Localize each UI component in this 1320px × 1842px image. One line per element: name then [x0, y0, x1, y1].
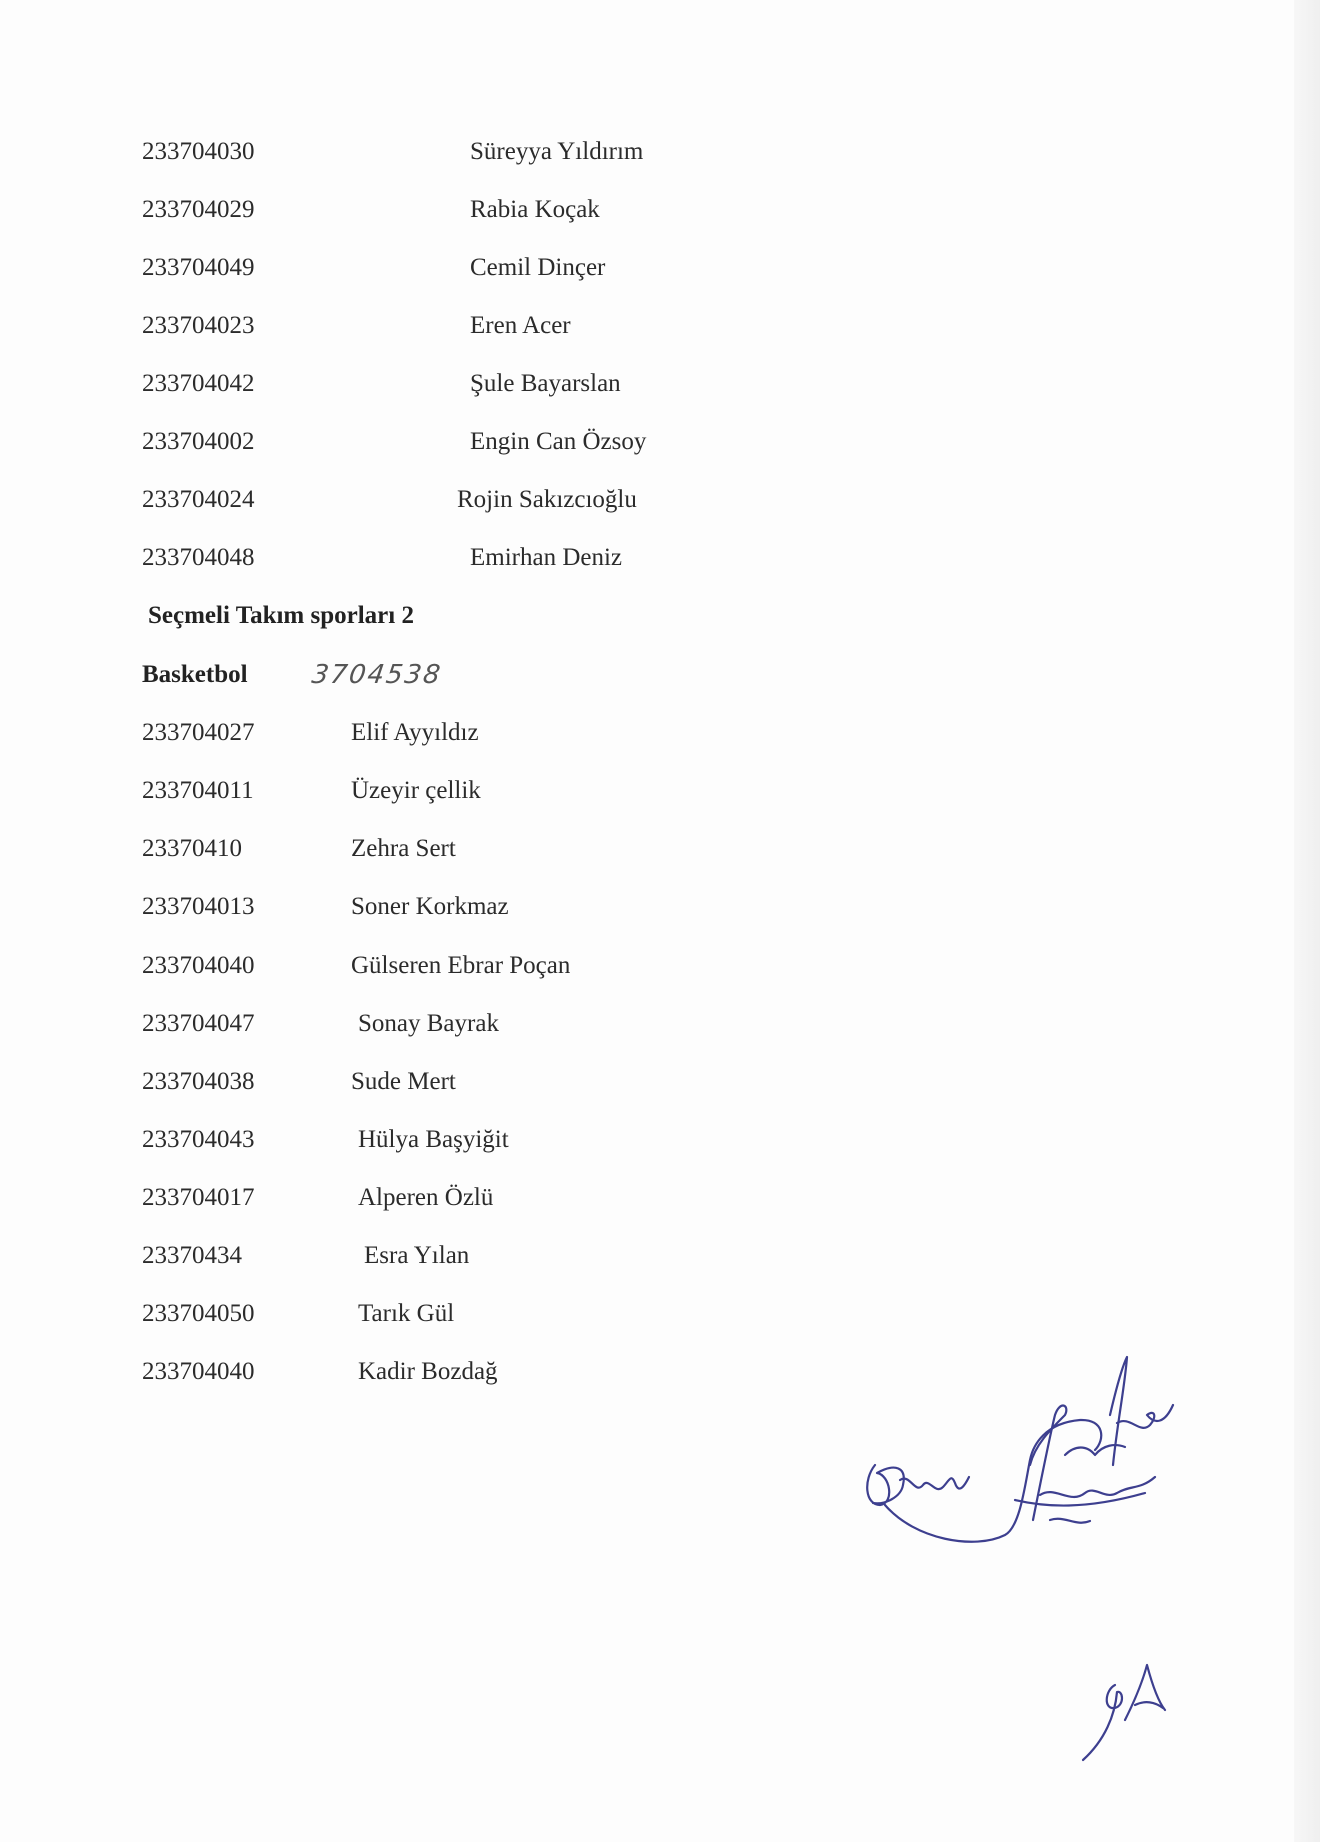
student-name: Engin Can Özsoy — [470, 428, 647, 455]
student-name: Rabia Koçak — [470, 196, 600, 223]
student-name: Cemil Dinçer — [470, 254, 606, 281]
student-id: 233704027 — [142, 719, 255, 746]
student-name: Elif Ayyıldız — [351, 719, 479, 746]
student-id: 233704002 — [142, 428, 255, 455]
student-name: Esra Yılan — [364, 1242, 470, 1269]
signature-image — [855, 1345, 1185, 1560]
section-title: Seçmeli Takım sporları 2 — [148, 602, 414, 629]
student-id: 233704048 — [142, 544, 255, 571]
student-name: Süreyya Yıldırım — [470, 138, 644, 165]
student-name: Sude Mert — [351, 1068, 456, 1095]
student-name: Sonay Bayrak — [358, 1010, 499, 1037]
student-name: Eren Acer — [470, 312, 571, 339]
student-name: Zehra Sert — [351, 835, 456, 862]
student-id: 233704042 — [142, 370, 255, 397]
student-id: 233704024 — [142, 486, 255, 513]
student-id: 233704011 — [142, 777, 254, 804]
student-name: Gülseren Ebrar Poçan — [351, 952, 571, 979]
student-id: 233704050 — [142, 1300, 255, 1327]
student-id: 233704043 — [142, 1126, 255, 1153]
student-id: 23370410 — [142, 835, 242, 862]
student-id: 233704023 — [142, 312, 255, 339]
initials-image — [1075, 1660, 1175, 1765]
student-id: 233704040 — [142, 952, 255, 979]
student-id: 233704029 — [142, 196, 255, 223]
student-name: Rojin Sakızcıoğlu — [457, 486, 637, 513]
student-name: Şule Bayarslan — [470, 370, 621, 397]
student-name: Tarık Gül — [358, 1300, 455, 1327]
student-id: 233704047 — [142, 1010, 255, 1037]
student-name: Soner Korkmaz — [351, 893, 509, 920]
student-id: 233704038 — [142, 1068, 255, 1095]
handwritten-note: 3704538 — [309, 660, 444, 690]
student-name: Emirhan Deniz — [470, 544, 623, 571]
student-id: 233704049 — [142, 254, 255, 281]
student-id: 23370434 — [142, 1242, 242, 1269]
student-name: Hülya Başyiğit — [358, 1126, 509, 1153]
sport-label: Basketbol — [142, 661, 248, 688]
student-id: 233704040 — [142, 1358, 255, 1385]
student-name: Üzeyir çellik — [351, 777, 481, 804]
student-name: Alperen Özlü — [358, 1184, 494, 1211]
scan-edge-shadow — [1294, 0, 1320, 1842]
student-id: 233704017 — [142, 1184, 255, 1211]
student-name: Kadir Bozdağ — [358, 1358, 498, 1385]
student-id: 233704030 — [142, 138, 255, 165]
student-id: 233704013 — [142, 893, 255, 920]
